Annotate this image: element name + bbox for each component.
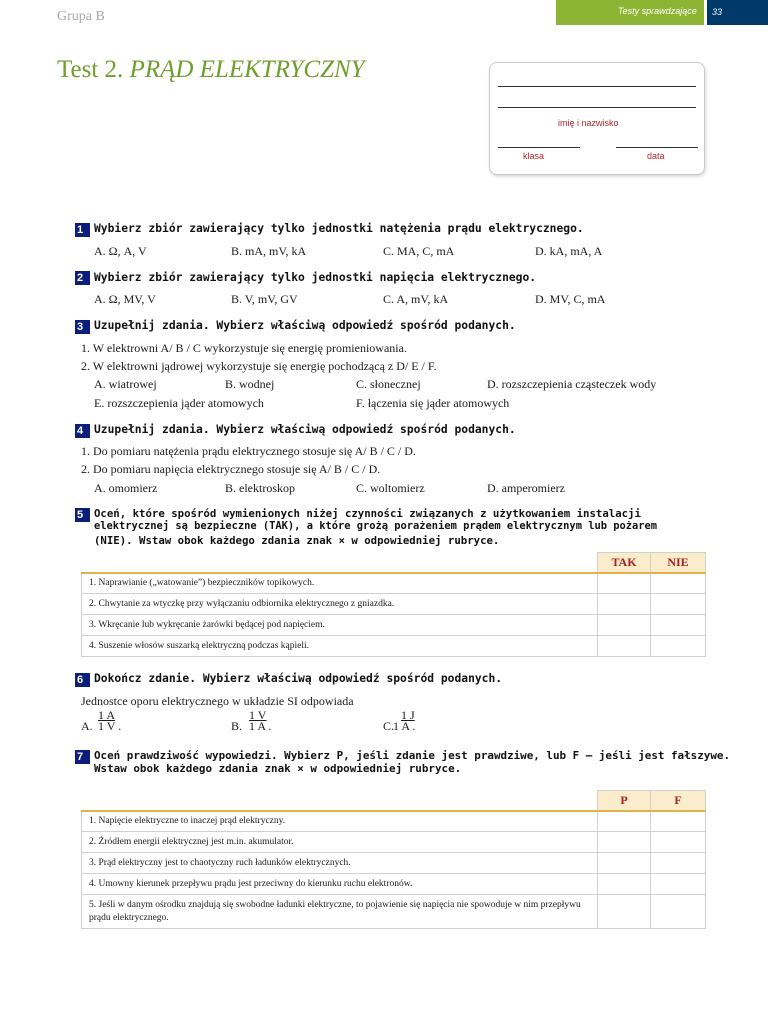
f-cell[interactable] (651, 874, 706, 895)
test-number: Test 2. (57, 56, 124, 83)
nie-cell[interactable] (651, 573, 706, 594)
q1-answer-a[interactable]: A. Ω, A, V (94, 244, 147, 258)
q4-option-c[interactable]: C. woltomierz (356, 481, 425, 495)
question-6-text: Dokończ zdanie. Wybierz właściwą odpowiedź spośród podanych. (94, 672, 503, 685)
question-number: 2 (75, 271, 90, 285)
q3-sentence-2: 2. W elektrowni jądrowej wykorzystuje się energię pochodzącą z D/ E / F. (81, 359, 437, 373)
q4-sentence-1: 1. Do pomiaru natężenia prądu elektrycznego stosuje się A/ B / C / D. (81, 444, 416, 458)
q4-option-b[interactable]: B. elektroskop (225, 481, 295, 495)
table-corner (82, 553, 598, 573)
q2-answer-c[interactable]: C. A, mV, kA (383, 292, 449, 306)
q2-answer-b[interactable]: B. V, mV, GV (231, 292, 298, 306)
question-7-line-1: Oceń prawdziwość wypowiedzi. Wybierz P, jeśli zdanie jest prawdziwe, lub F – jeśli jest fałszywe. (94, 749, 731, 762)
class-line[interactable] (498, 147, 580, 148)
q3-option-f[interactable]: F. łączenia się jąder atomowych (356, 396, 510, 410)
column-p: P (598, 791, 651, 811)
tak-cell[interactable] (598, 636, 651, 657)
f-cell[interactable] (651, 853, 706, 874)
table-row (82, 832, 706, 853)
group-label: Grupa B (57, 9, 105, 24)
question-number: 5 (75, 508, 90, 522)
p-cell[interactable] (598, 853, 651, 874)
page-number: 33 (712, 7, 723, 17)
tak-cell[interactable] (598, 615, 651, 636)
question-number: 1 (75, 223, 90, 237)
q6-sentence: Jednostce oporu elektrycznego w układzie SI odpowiada (81, 694, 354, 708)
table-row (82, 895, 706, 929)
question-2-text: Wybierz zbiór zawierający tylko jednostki napięcia elektrycznego. (94, 271, 537, 284)
question-number: 7 (75, 750, 90, 764)
table-row (82, 573, 706, 594)
q3-sentence-1: 1. W elektrowni A/ B / C wykorzystuje się energię promieniowania. (81, 341, 407, 355)
row-text: 2. Chwytanie za wtyczkę przy wyłączaniu odbiornika elektrycznego z gniazdka. (82, 594, 598, 615)
question-number: 4 (75, 424, 90, 438)
f-cell[interactable] (651, 811, 706, 832)
row-text: 3. Wkręcanie lub wykręcanie żarówki będącej pod napięciem. (82, 615, 598, 636)
row-text: 4. Suszenie włosów suszarką elektryczną podczas kąpieli. (82, 636, 598, 657)
f-cell[interactable] (651, 895, 706, 929)
q4-sentence-2: 2. Do pomiaru napięcia elektrycznego stosuje się A/ B / C / D. (81, 462, 381, 476)
question-5-line-1: Oceń, które spośród wymienionych niżej czynności związanych z użytkowaniem instalacji (94, 507, 641, 520)
row-text: 4. Umowny kierunek przepływu prądu jest przeciwny do kierunku ruchu elektronów. (82, 874, 598, 895)
section-label: Testy sprawdzające (618, 6, 697, 16)
q1-answer-c[interactable]: C. MA, C, mA (383, 244, 455, 258)
tak-cell[interactable] (598, 594, 651, 615)
question-5-line-3: (NIE). Wstaw obok każdego zdania znak × w odpowiedniej rubryce. (94, 534, 500, 547)
q1-answer-d[interactable]: D. kA, mA, A (535, 244, 603, 258)
table-row (82, 636, 706, 657)
q3-option-e[interactable]: E. rozszczepienia jąder atomowych (94, 396, 264, 410)
p-cell[interactable] (598, 895, 651, 929)
tak-cell[interactable] (598, 573, 651, 594)
question-number: 6 (75, 673, 90, 687)
header-bar (556, 0, 768, 25)
page-number-box (704, 0, 768, 25)
q3-option-a[interactable]: A. wiatrowej (94, 377, 157, 391)
nie-cell[interactable] (651, 615, 706, 636)
question-1-text: Wybierz zbiór zawierający tylko jednostki natężenia prądu elektrycznego. (94, 222, 584, 235)
row-text: 5. Jeśli w danym ośrodku znajdują się swobodne ładunki elektryczne, to pojawienie się napięcia nie spowoduje w nim przepływu prądu elektrycznego. (82, 895, 598, 929)
table-row (82, 615, 706, 636)
column-f: F (651, 791, 706, 811)
q3-option-b[interactable]: B. wodnej (225, 377, 275, 391)
name-line-1[interactable] (498, 86, 696, 87)
f-cell[interactable] (651, 832, 706, 853)
q7-table (81, 790, 706, 929)
table-row (82, 811, 706, 832)
q3-option-c[interactable]: C. słonecznej (356, 377, 421, 391)
table-row (82, 594, 706, 615)
q4-option-a[interactable]: A. omomierz (94, 481, 158, 495)
q5-table (81, 552, 706, 657)
table-corner (82, 791, 598, 811)
column-tak: TAK (598, 553, 651, 573)
question-number: 3 (75, 320, 90, 334)
q2-answer-a[interactable]: A. Ω, MV, V (94, 292, 156, 306)
table-row (82, 874, 706, 895)
q2-answer-d[interactable]: D. MV, C, mA (535, 292, 606, 306)
date-line[interactable] (616, 147, 698, 148)
nie-cell[interactable] (651, 594, 706, 615)
q3-option-d[interactable]: D. rozszczepienia cząsteczek wody (487, 377, 657, 391)
p-cell[interactable] (598, 811, 651, 832)
row-text: 2. Źródłem energii elektrycznej jest m.in. akumulator. (82, 832, 598, 853)
q1-answer-b[interactable]: B. mA, mV, kA (231, 244, 307, 258)
question-7-line-2: Wstaw obok każdego zdania znak × w odpowiedniej rubryce. (94, 762, 462, 775)
nie-cell[interactable] (651, 636, 706, 657)
row-text: 1. Naprawianie („watowanie”) bezpieczników topikowych. (82, 573, 598, 594)
question-4-text: Uzupełnij zdania. Wybierz właściwą odpowiedź spośród podanych. (94, 423, 516, 436)
p-cell[interactable] (598, 874, 651, 895)
table-row (82, 853, 706, 874)
column-nie: NIE (651, 553, 706, 573)
class-label: klasa (523, 151, 545, 161)
question-5-line-2: elektrycznej są bezpieczne (TAK), a które grożą porażeniem prądem elektrycznym lub pożarem (94, 520, 658, 532)
date-label: data (647, 151, 665, 161)
test-topic: PRĄD ELEKTRYCZNY (129, 56, 365, 83)
q4-option-d[interactable]: D. amperomierz (487, 481, 565, 495)
row-text: 3. Prąd elektryczny jest to chaotyczny ruch ładunków elektrycznych. (82, 853, 598, 874)
student-info-box (489, 62, 705, 175)
name-label: imię i nazwisko (558, 118, 619, 128)
name-line-2[interactable] (498, 107, 696, 108)
test-title (57, 56, 365, 84)
question-3-text: Uzupełnij zdania. Wybierz właściwą odpowiedź spośród podanych. (94, 319, 516, 332)
row-text: 1. Napięcie elektryczne to inaczej prąd elektryczny. (82, 811, 598, 832)
p-cell[interactable] (598, 832, 651, 853)
